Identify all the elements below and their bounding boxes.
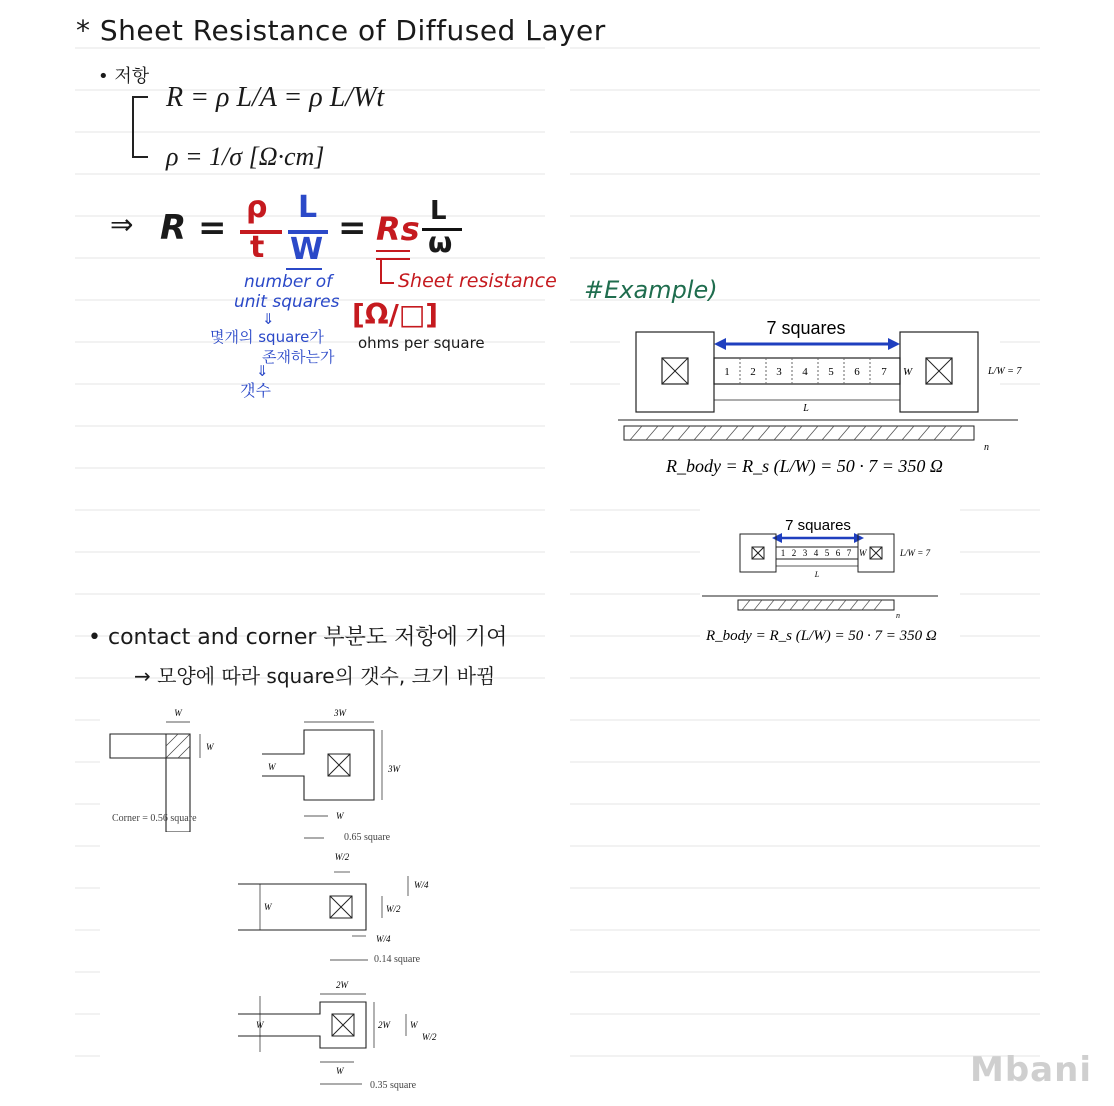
big-square-1: 1	[724, 366, 730, 378]
d1-top: 3W	[334, 708, 346, 718]
d3-r1: 2W	[378, 1020, 390, 1030]
note-unit: [Ω/□]	[352, 298, 439, 331]
note-sheet-resistance: Sheet resistance	[398, 270, 557, 292]
page-title: * Sheet Resistance of Diffused Layer	[76, 14, 606, 47]
contact-line-1: • contact and corner 부분도 저항에 기여	[88, 625, 508, 650]
implies-arrow: ⇒	[110, 208, 134, 241]
big-contact-left	[636, 332, 714, 412]
small-l-label: L	[814, 570, 820, 579]
small-diffusion	[738, 600, 894, 610]
sheet-bracket	[380, 258, 394, 284]
resistance-bullet: • 저항	[98, 66, 150, 87]
big-arrow-head-left	[714, 338, 726, 350]
small-label: 7 squares	[785, 517, 851, 534]
small-square-4: 4	[813, 548, 819, 558]
watermark: Mbani	[970, 1050, 1092, 1090]
d3-caption: 0.35 square	[370, 1080, 417, 1091]
small-square-6: 6	[835, 548, 841, 558]
example-figure-large	[618, 312, 1028, 494]
big-formula: R_body = R_s (L/W) = 50 · 7 = 350 Ω	[666, 456, 943, 476]
d3-left: W	[256, 1020, 264, 1030]
main-w: W	[290, 232, 324, 267]
big-ratio: L/W = 7	[988, 366, 1022, 377]
main-rs: Rs	[376, 210, 420, 248]
small-ratio: L/W = 7	[900, 548, 931, 558]
d1-right: 3W	[388, 764, 400, 774]
note-korean-1: 몇개의 square가	[210, 328, 324, 346]
d1-bottom: W	[336, 811, 344, 821]
note-arrow-2: ⇓	[256, 362, 269, 380]
contact-diagram-1	[262, 706, 422, 846]
d3-bottom: W	[336, 1066, 344, 1076]
d2-left: W	[264, 902, 272, 912]
main-lhs: R =	[160, 208, 227, 248]
note-number-of: number of	[244, 272, 333, 292]
note-unit-squares: unit squares	[234, 292, 340, 312]
d3-r3: W/2	[422, 1032, 437, 1042]
big-arrow-head-right	[888, 338, 900, 350]
big-square-5: 5	[828, 366, 834, 378]
d2-bottom: W/4	[376, 934, 391, 944]
d2-top: W/2	[334, 852, 350, 862]
formula-rho: ρ = 1/σ [Ω·cm]	[166, 142, 325, 171]
big-l-label: L	[803, 403, 809, 414]
big-w-label: W	[903, 366, 913, 378]
note-arrow-1: ⇓	[262, 310, 275, 328]
d2-caption: 0.14 square	[374, 954, 421, 965]
note-ohms: ohms per square	[358, 334, 485, 352]
d2-r2: W/2	[386, 904, 401, 914]
note-korean-3: 갯수	[240, 381, 271, 400]
big-diffusion	[624, 426, 974, 440]
small-square-3: 3	[802, 548, 808, 558]
small-formula: R_body = R_s (L/W) = 50 · 7 = 350 Ω	[706, 628, 937, 644]
big-square-2: 2	[750, 366, 756, 378]
bracket	[132, 96, 148, 158]
big-label: 7 squares	[766, 318, 846, 338]
big-square-7: 7	[881, 366, 887, 378]
contact-diagram-2	[236, 850, 436, 970]
d1-caption: 0.65 square	[344, 832, 391, 843]
d3-top: 2W	[336, 980, 348, 990]
main-l2: L	[430, 196, 447, 226]
d2-r1: W/4	[414, 880, 429, 890]
corner-caption: Corner = 0.56 square	[112, 813, 197, 824]
main-l: L	[298, 190, 318, 225]
contact-line-2: → 모양에 따라 square의 갯수, 크기 바뀜	[134, 664, 496, 688]
example-figure-small	[700, 512, 958, 662]
example-heading: #Example)	[584, 276, 718, 304]
main-t: t	[250, 230, 265, 265]
big-square-3: 3	[776, 366, 782, 378]
small-square-5: 5	[824, 548, 830, 558]
main-rho: ρ	[246, 190, 268, 225]
d1-shape	[262, 730, 374, 800]
small-square-7: 7	[846, 548, 852, 558]
main-w2: ω	[428, 226, 453, 259]
d3-r2: W	[410, 1020, 418, 1030]
formula-r: R = ρ L/A = ρ L/Wt	[166, 82, 385, 113]
small-n: n	[896, 611, 900, 620]
big-square-6: 6	[854, 366, 860, 378]
d1-left: W	[268, 762, 276, 772]
big-square-4: 4	[802, 366, 808, 378]
corner-w-side: W	[206, 742, 214, 752]
d2-shape	[238, 884, 366, 930]
small-w-label: W	[859, 548, 867, 558]
w-underline	[286, 268, 322, 270]
small-square-1: 1	[780, 548, 786, 558]
contact-diagram-3	[236, 976, 446, 1092]
main-eq: =	[338, 208, 367, 248]
big-n: n	[984, 442, 989, 453]
small-square-2: 2	[791, 548, 797, 558]
corner-w-top: W	[174, 708, 182, 718]
note-korean-2: 존재하는가	[262, 348, 335, 366]
